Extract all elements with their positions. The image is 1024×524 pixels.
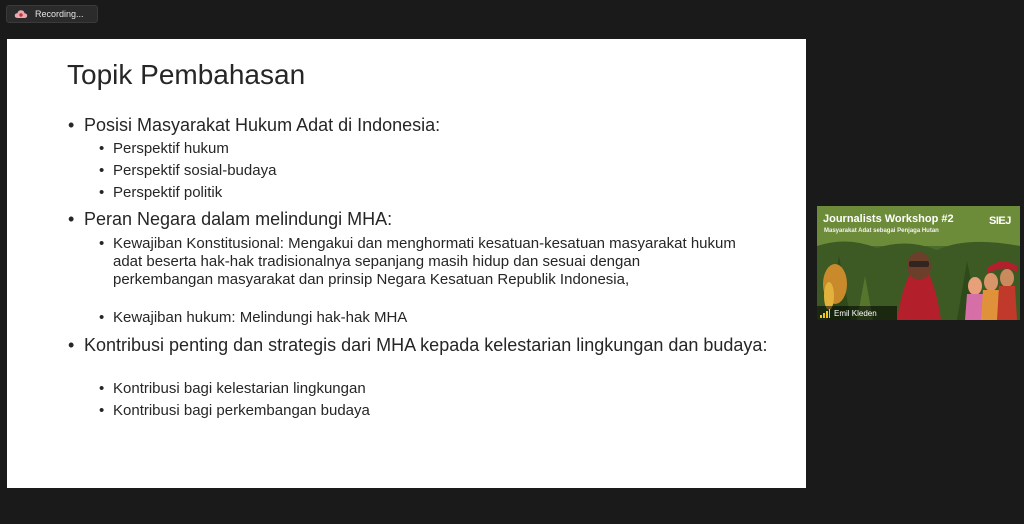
sub-bullet-text: Perspektif politik <box>113 184 223 201</box>
slide-title: Topik Pembahasan <box>67 59 306 90</box>
sub-bullet: • Kontribusi bagi kelestarian lingkungan <box>99 380 366 397</box>
sub-bullet-text: Kewajiban Konstitusional: Mengakui dan menghormati kesatuan-kesatuan masyarakat hukum adat beserta hak-hak tradisionalnya sepanjang masih hidup dan sesuai dengan perkembangan masyarakat dan prinsip Negara Kesatuan Republik Indonesia, <box>113 235 736 288</box>
sub-bullet-text: Kontribusi bagi perkembangan budaya <box>113 402 370 419</box>
sub-bullet-text: Kewajiban hukum: Melindungi hak-hak MHA <box>113 309 408 326</box>
organization-logo: SIEJ <box>989 215 1011 227</box>
sub-bullet: • Kewajiban hukum: Melindungi hak-hak MHA <box>99 309 408 326</box>
banner-title: Journalists Workshop #2 <box>823 213 954 225</box>
signal-bars-icon <box>820 309 830 318</box>
cloud-recording-icon <box>14 9 28 19</box>
bullet-1-text: Posisi Masyarakat Hukum Adat di Indonesia: <box>84 115 441 135</box>
participant-name-bar <box>817 306 1020 320</box>
recording-label: Recording... <box>35 9 84 19</box>
shared-slide <box>7 39 806 488</box>
sub-bullet: • Perspektif sosial-budaya <box>99 162 277 179</box>
bullet-2-text: Peran Negara dalam melindungi MHA: <box>84 209 393 229</box>
sub-bullet: • Kewajiban Konstitusional: Mengakui dan menghormati kesatuan-kesatuan masyarakat hukum adat beserta hak-hak tradisionalnya sepanjang masih hidup dan sesuai dengan perkembangan masyarakat dan prinsip Negara Kesatuan Republik Indonesia, <box>99 235 736 288</box>
sub-bullet-text: Perspektif sosial-budaya <box>113 162 277 179</box>
bullet-3: • Kontribusi penting dan strategis dari MHA kepada kelestarian lingkungan dan budaya: <box>68 335 768 355</box>
sub-bullet: • Perspektif hukum <box>99 140 229 157</box>
sub-bullet-text: Kontribusi bagi kelestarian lingkungan <box>113 380 366 397</box>
recording-indicator[interactable] <box>6 5 98 23</box>
participant-name: Emil Kleden <box>834 308 877 318</box>
sub-bullet: • Kontribusi bagi perkembangan budaya <box>99 402 370 419</box>
sub-bullet-text: Perspektif hukum <box>113 140 229 157</box>
sub-bullet: • Perspektif politik <box>99 184 223 201</box>
participant-video-tile[interactable] <box>817 206 1020 320</box>
bullet-2: • Peran Negara dalam melindungi MHA: <box>68 209 393 229</box>
bullet-1: • Posisi Masyarakat Hukum Adat di Indonesia: <box>68 115 441 135</box>
bullet-3-text: Kontribusi penting dan strategis dari MHA kepada kelestarian lingkungan dan budaya: <box>84 335 768 355</box>
banner-subtitle: Masyarakat Adat sebagai Penjaga Hutan <box>824 228 939 234</box>
